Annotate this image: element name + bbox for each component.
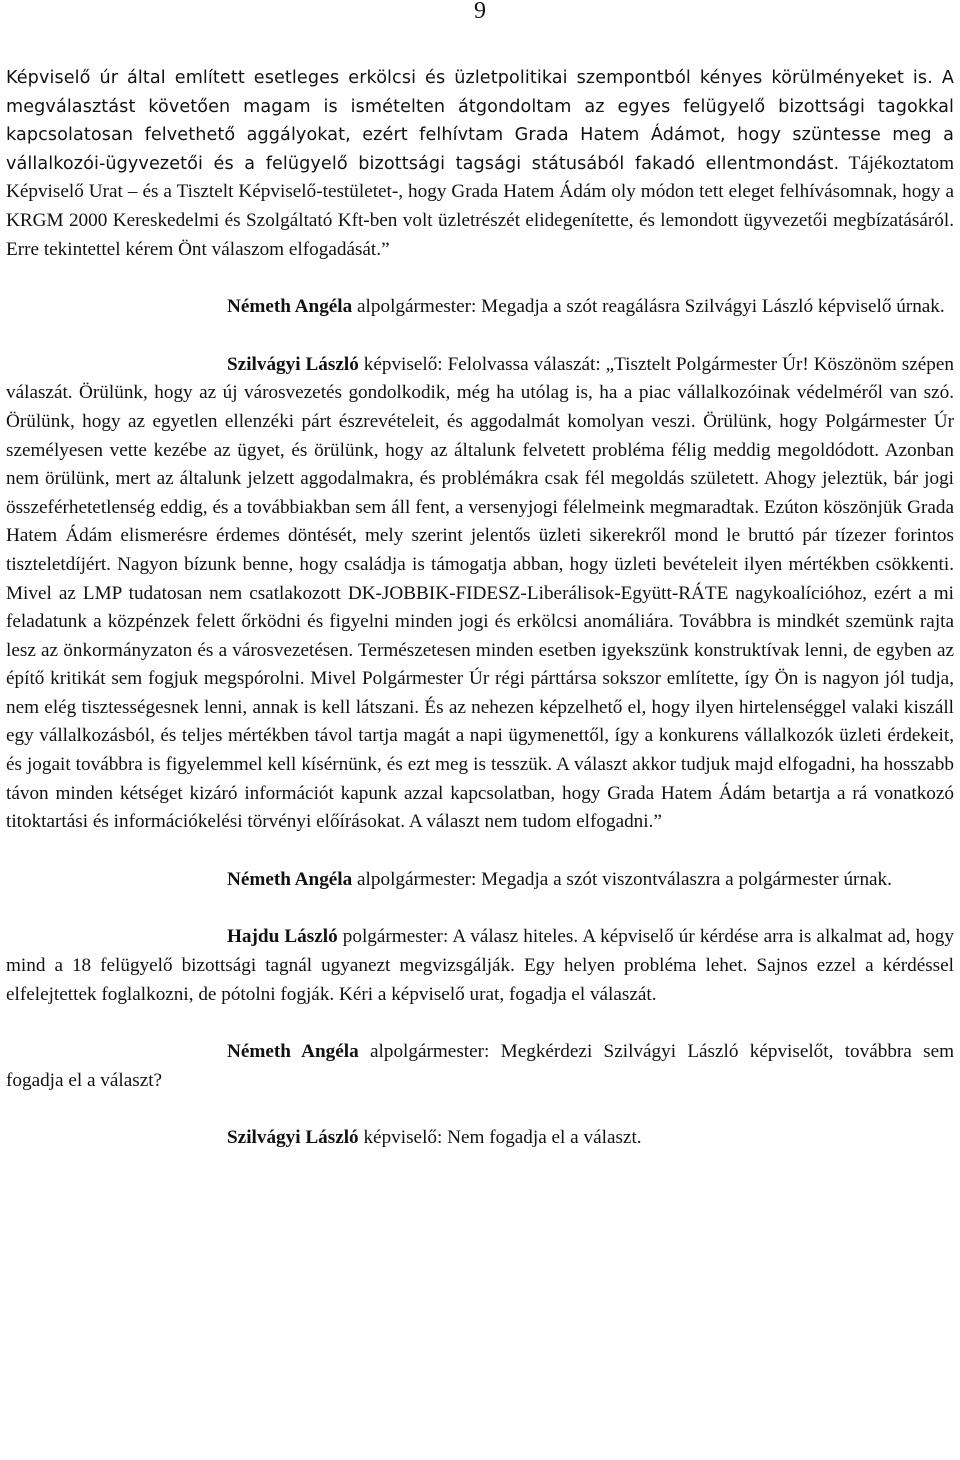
document-body xyxy=(6,64,954,1153)
speaker-name: Szilvágyi László xyxy=(227,1127,359,1149)
paragraph-speech xyxy=(6,293,954,322)
speaker-name: Szilvágyi László xyxy=(227,353,359,375)
paragraph-speech xyxy=(6,923,954,1009)
speaker-name: Németh Angéla xyxy=(227,1041,359,1063)
paragraph-speech xyxy=(6,1038,954,1095)
speech-text: polgármester: A válasz hiteles. A képviselő úr kérdése arra is alkalmat ad, hogy mind a 18 felügyelő bizottsági tagnál ugyanezt megvizsgálják. Egy helyen probléma lehet. Sajnos ezzel a kérdéssel elfelejtettek foglalkozni, de pótolni fogják. Kéri a képviselő urat, fogadja el válaszát. xyxy=(6,926,954,1005)
paragraph-intro xyxy=(6,64,954,264)
speech-text: alpolgármester: Megkérdezi Szilvágyi László képviselőt, továbbra sem fogadja el a választ? xyxy=(6,1041,955,1091)
speech-text: alpolgármester: Megadja a szót viszontválaszra a polgármester úrnak. xyxy=(352,868,892,890)
paragraph-speech xyxy=(6,1124,954,1153)
paragraph-speech xyxy=(6,351,954,837)
speaker-name: Németh Angéla xyxy=(227,296,353,318)
paragraph-sans-text: Képviselő úr által említett esetleges erkölcsi és üzletpolitikai szempontból kényes körülményeket is. A megválasztást követően magam is ismételten átgondoltam az egyes felügyelő bizottsági tagokkal kapcsolatosan felvethető aggályokat, ezért felhívtam Grada Hatem Ádámot, hogy szüntesse meg a vállalkozói-ügyvezetői és a felügyelő bizottsági tagsági státusából fakadó ellentmondást. xyxy=(6,68,954,174)
speaker-name: Hajdu László xyxy=(227,926,338,948)
speech-text: képviselő: Nem fogadja el a választ. xyxy=(358,1127,642,1149)
page-number: 9 xyxy=(474,0,486,24)
paragraph-speech xyxy=(6,866,954,895)
speaker-name: Németh Angéla xyxy=(227,868,353,890)
speech-text: alpolgármester: Megadja a szót reagálásra Szilvágyi László képviselő úrnak. xyxy=(352,296,945,318)
speech-text: képviselő: Felolvassa válaszát: „Tisztelt Polgármester Úr! Köszönöm szépen válaszát. Örülünk, hogy az új városvezetés gondolkodik, még ha utólag is, ha a piac vállalkozóinak védelméről van szó. Örülünk, hogy az egyetlen ellenzéki párt észrevételeit, és aggodalmát komolyan veszi. Örülünk, hogy Polgármester Úr személyesen vette kezébe az ügyet, és örülünk, hogy az általunk felvetett probléma félig meddig megoldódott. Azonban nem örülünk, mert az általunk jelzett aggodalmakra, és problémákra csak fél megoldás született. Ahogy jeleztük, bár jogi összeférhetetlenség eddig, és a továbbiakban sem áll fent, a versenyjogi félelmeink megmaradtak. Ezúton köszönjük Grada Hatem Ádám elismerésre érdemes döntését, mely szerint jelentős üzleti sikerekről mond le bruttó pár tízezer forintos tiszteletdíjért. Nagyon bízunk benne, hogy családja is támogatja abban, hogy üzleti bevételeit ilyen mértékben csökkenti. Mivel az LMP tudatosan nem csatlakozott DK-JOBBIK-FIDESZ-Liberálisok-Együtt-RÁTE nagykoalícióhoz, ezért a mi feladatunk a közpénzek felett őrködni és figyelni minden jogi és erkölcsi anomáliára. Továbbra is mindkét szemünk rajta lesz az önkormányzaton és a városvezetésen. Természetesen minden esetben igyekszünk konstruktívak lenni, de egyben az építő kritikát sem fogjuk megspórolni. Mivel Polgármester Úr régi párttársa sokszor említette, így Ön is nagyon jól tudja, nem elég tisztességesnek lenni, annak is kell látszani. És az nehezen képzelhető el, hogy ilyen hirtelenséggel valaki kiszáll egy vállalkozásból, és teljes mértékben távol tartja magát a napi ügymenettől, így a konkurens vállalkozók üzleti érdekeit, és jogait továbbra is figyelemmel kell kísérnünk, és ezt meg is tesszük. A választ akkor tudjuk majd elfogadni, ha hosszabb távon minden kétséget kizáró információt kapunk azzal kapcsolatban, hogy Grada Hatem Ádám betartja a rá vonatkozó titoktartási és információkelési törvényi előírásokat. A választ nem tudom elfogadni.” xyxy=(6,353,954,833)
paragraph-serif-text: Tájékoztatom Képviselő Urat – és a Tisztelt Képviselő-testületet-, hogy Grada Hatem Ádám oly módon tett eleget felhívásomnak, hogy a KRGM 2000 Kereskedelmi és Szolgáltató Kft-ben volt üzletrészét elidegenítette, és lemondott ügyvezetői megbízatásáról. Erre tekintettel kérem Önt válaszom elfogadását.” xyxy=(6,152,955,260)
